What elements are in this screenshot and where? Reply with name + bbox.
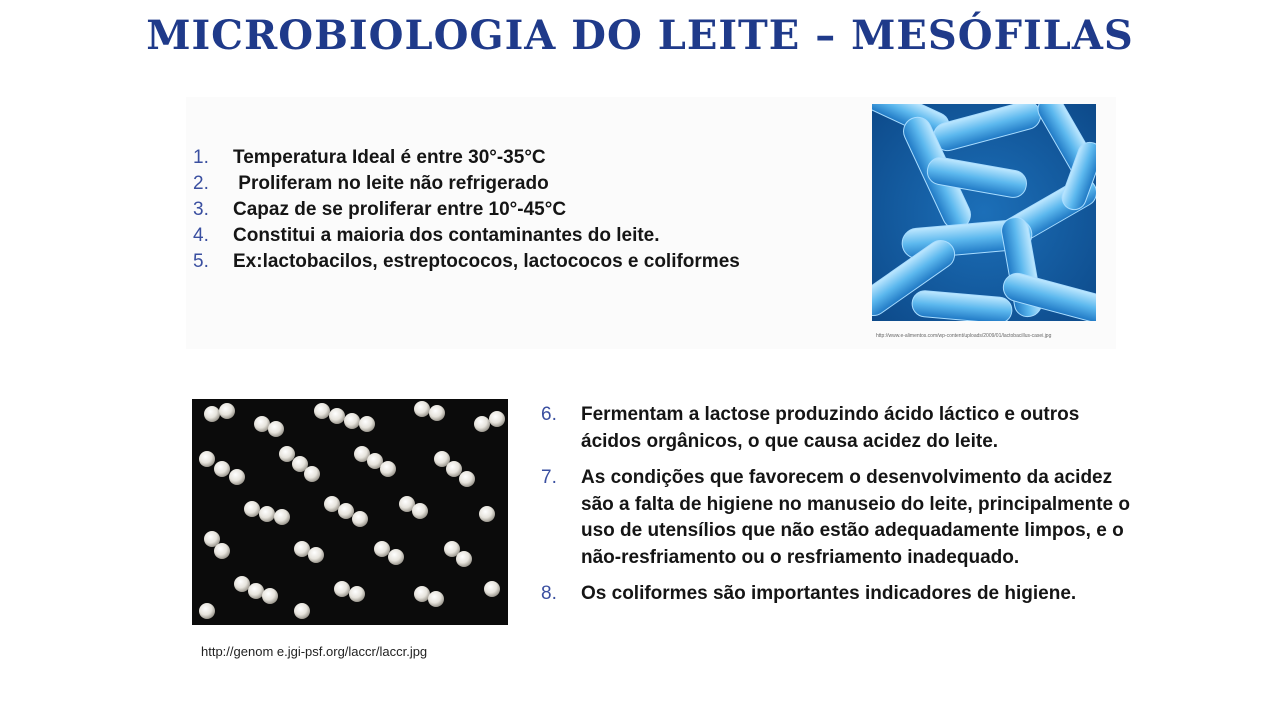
list-number: 4. — [193, 225, 209, 246]
list-item — [193, 171, 833, 197]
bacilli-micrograph — [872, 104, 1096, 321]
list-text: Temperatura Ideal é entre 30°-35°C — [233, 147, 546, 168]
list-item — [541, 402, 1141, 455]
slide-title: MICROBIOLOGIA DO LEITE – MESÓFILAS — [146, 12, 1134, 59]
list-number: 6. — [541, 404, 557, 425]
list-text: Fermentam a lactose produzindo ácido láctico e outros ácidos orgânicos, o que causa acidez do leite. — [581, 404, 1080, 452]
list-text: Proliferam no leite não refrigerado — [233, 173, 549, 194]
bacilli-image-source: http://www.e-alimentos.com/wp-content/uploads/2009/01/lactobacillus-casei.jpg — [876, 333, 1052, 339]
list-text: Constitui a maioria dos contaminantes do leite. — [233, 225, 660, 246]
list-item — [541, 581, 1141, 608]
list-number: 1. — [193, 147, 209, 168]
list-text: Os coliformes são importantes indicadores de higiene. — [581, 583, 1077, 604]
list-number: 8. — [541, 583, 557, 604]
cocci-image-source: http://genom e.jgi-psf.org/laccr/laccr.jpg — [201, 644, 428, 659]
list-number: 3. — [193, 199, 209, 220]
cocci-micrograph — [192, 399, 508, 625]
list-item — [193, 223, 833, 249]
list-text: As condições que favorecem o desenvolvimento da acidez são a falta de higiene no manuseio do leite, principalmente o uso de utensílios que não estão adequadamente limpos, e o não-resfriamento ou o resfriamento inadequado. — [581, 467, 1131, 568]
list-text: Ex:lactobacilos, estreptococos, lactococos e coliformes — [233, 251, 740, 272]
list-number: 5. — [193, 251, 209, 272]
list-number: 7. — [541, 467, 557, 488]
list-item — [193, 249, 833, 275]
top-list — [193, 145, 833, 275]
list-item — [193, 145, 833, 171]
list-number: 2. — [193, 173, 209, 194]
list-item — [193, 197, 833, 223]
list-item — [541, 465, 1141, 571]
bottom-list — [541, 402, 1141, 618]
list-text: Capaz de se proliferar entre 10°-45°C — [233, 199, 567, 220]
